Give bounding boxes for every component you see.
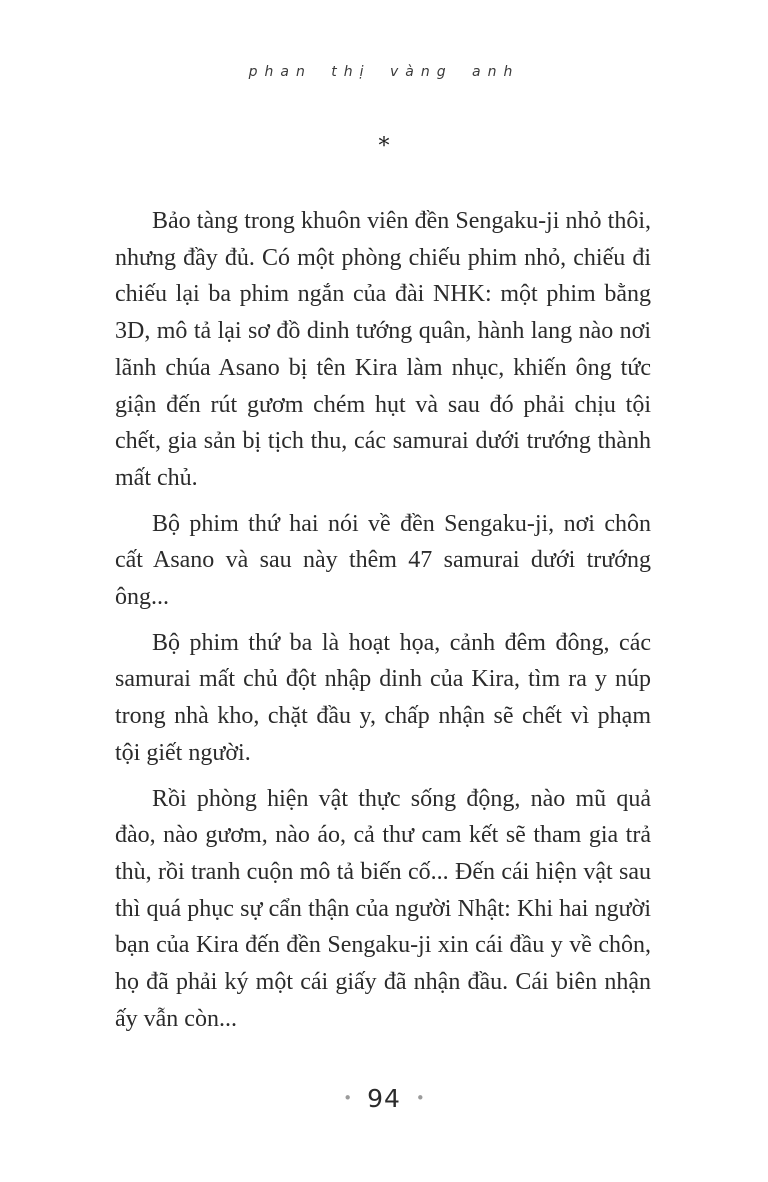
folio-dot-left: • bbox=[343, 1089, 353, 1107]
folio-dot-right: • bbox=[415, 1089, 425, 1107]
page-footer bbox=[0, 1084, 768, 1113]
paragraph: Rồi phòng hiện vật thực sống động, nào mũ quả đào, nào gươm, nào áo, cả thư cam kết sẽ tham gia trả thù, rồi tranh cuộn mô tả biến cố... Đến cái hiện vật sau thì quá phục sự cẩn thận của người Nhật: Khi hai người bạn của Kira đến đền Sengaku-ji xin cái đầu y về chôn, họ đã phải ký một cái giấy đã nhận đầu. Cái biên nhận ấy vẫn còn... bbox=[115, 785, 651, 1032]
paragraph: Bộ phim thứ ba là hoạt họa, cảnh đêm đông, các samurai mất chủ đột nhập dinh của Kira, tìm ra y núp trong nhà kho, chặt đầu y, chấp nhận sẽ chết vì phạm tội giết người. bbox=[115, 629, 651, 766]
section-separator-asterisk: * bbox=[378, 134, 390, 159]
paragraph: Bảo tàng trong khuôn viên đền Sengaku-ji nhỏ thôi, nhưng đầy đủ. Có một phòng chiếu phim nhỏ, chiếu đi chiếu lại ba phim ngắn của đài NHK: một phim bằng 3D, mô tả lại sơ đồ dinh tướng quân, hành lang nào nơi lãnh chúa Asano bị tên Kira làm nhục, khiến ông tức giận đến rút gươm chém hụt và sau đó phải chịu tội chết, gia sản bị tịch thu, các samurai dưới trướng thành mất chủ. bbox=[115, 208, 651, 491]
running-head-author: phan thị vàng anh bbox=[248, 64, 520, 80]
page-number: 94 bbox=[367, 1084, 401, 1113]
body-text-block bbox=[115, 203, 651, 1046]
paragraph: Bộ phim thứ hai nói về đền Sengaku-ji, nơi chôn cất Asano và sau này thêm 47 samurai dưới trướng ông... bbox=[115, 510, 651, 611]
